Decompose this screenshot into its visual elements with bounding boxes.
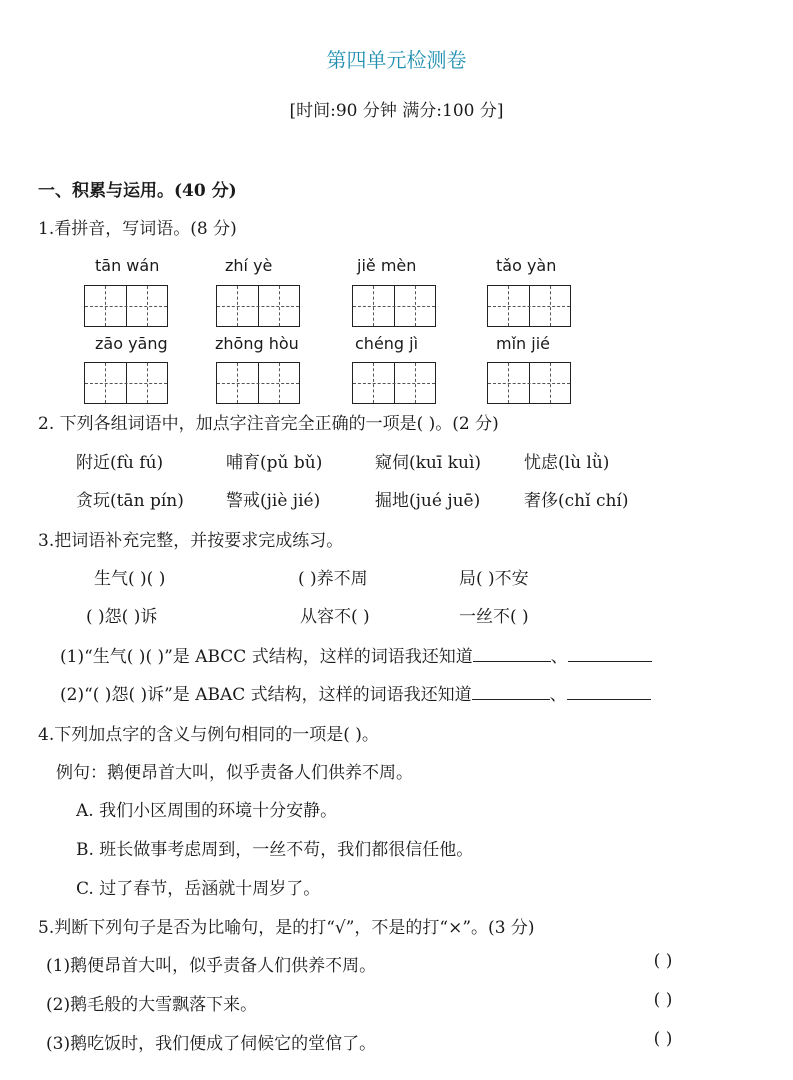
- pinyin-label: tān wán: [95, 256, 160, 275]
- pinyin-label: mǐn jié: [496, 334, 550, 353]
- q3-prompt: 3.把词语补充完整，并按要求完成练习。: [38, 531, 344, 551]
- section-heading: 一、积累与运用。(40 分): [38, 181, 237, 201]
- pinyin-label: zhōng hòu: [215, 334, 299, 353]
- q3-sub2-text: (2)“( )怨( )诉”是 ABAC 式结构，这样的词语我还知道: [60, 685, 472, 705]
- answer-parens[interactable]: ( ): [653, 1029, 673, 1049]
- answer-blank[interactable]: [472, 681, 550, 700]
- q2-option: 哺育(pǔ bǔ): [226, 453, 323, 473]
- q5-item: (3)鹅吃饭时，我们便成了伺候它的堂倌了。: [46, 1034, 377, 1054]
- answer-parens[interactable]: ( ): [653, 951, 673, 971]
- writing-grid[interactable]: [84, 285, 168, 327]
- q3-fill-phrase: ( )怨( )诉: [86, 607, 158, 627]
- q3-fill-phrase: 生气( )( ): [94, 569, 166, 589]
- q2-option: 窥伺(kuī kuì): [375, 453, 482, 473]
- q4-option-a: A. 我们小区周围的环境十分安静。: [76, 801, 338, 821]
- exam-meta: [时间:90 分钟 满分:100 分]: [289, 101, 504, 121]
- q2-prompt: 2. 下列各组词语中，加点字注音完全正确的一项是( )。(2 分): [38, 414, 499, 434]
- q2-option: 忧虑(lù lǜ): [524, 453, 610, 473]
- answer-blank[interactable]: [567, 681, 651, 700]
- q5-item: (2)鹅毛般的大雪飘落下来。: [46, 995, 258, 1015]
- q2-option: 警戒(jiè jié): [226, 491, 321, 511]
- q4-option-c: C. 过了春节，岳涵就十周岁了。: [76, 879, 321, 899]
- q4-prompt: 4.下列加点字的含义与例句相同的一项是( )。: [38, 725, 379, 745]
- q5-item: (1)鹅便昂首大叫，似乎责备人们供养不周。: [46, 956, 377, 976]
- page-title: 第四单元检测卷: [326, 48, 467, 72]
- pinyin-label: jiě mèn: [357, 256, 417, 275]
- separator: 、: [550, 647, 568, 667]
- q3-fill-phrase: 从容不( ): [300, 607, 370, 627]
- pinyin-label: tǎo yàn: [496, 256, 557, 275]
- pinyin-label: chéng jì: [355, 334, 419, 353]
- answer-blank[interactable]: [473, 643, 551, 662]
- separator: 、: [549, 685, 567, 705]
- writing-grid[interactable]: [216, 362, 300, 404]
- writing-grid[interactable]: [487, 285, 571, 327]
- writing-grid[interactable]: [352, 362, 436, 404]
- q2-option: 掘地(jué juē): [375, 491, 481, 511]
- q3-fill-phrase: 局( )不安: [459, 569, 529, 589]
- writing-grid[interactable]: [352, 285, 436, 327]
- pinyin-label: zāo yāng: [95, 334, 168, 353]
- writing-grid[interactable]: [84, 362, 168, 404]
- writing-grid[interactable]: [487, 362, 571, 404]
- q3-sub1: [60, 642, 652, 667]
- q3-fill-phrase: ( )养不周: [298, 569, 368, 589]
- writing-grid[interactable]: [216, 285, 300, 327]
- q3-sub1-text: (1)“生气( )( )”是 ABCC 式结构，这样的词语我还知道: [60, 647, 473, 667]
- q2-option: 附近(fù fú): [76, 453, 164, 473]
- q4-example: 例句：鹅便昂首大叫，似乎责备人们供养不周。: [56, 763, 413, 783]
- q3-sub2: [60, 680, 651, 705]
- q1-prompt: 1.看拼音，写词语。(8 分): [38, 219, 237, 239]
- q4-option-b: B. 班长做事考虑周到，一丝不苟，我们都很信任他。: [76, 840, 474, 860]
- q2-option: 奢侈(chǐ chí): [524, 491, 629, 511]
- answer-blank[interactable]: [568, 643, 652, 662]
- q3-fill-phrase: 一丝不( ): [459, 607, 529, 627]
- answer-parens[interactable]: ( ): [653, 990, 673, 1010]
- q2-option: 贪玩(tān pín): [76, 491, 184, 511]
- pinyin-label: zhí yè: [225, 256, 273, 275]
- q5-prompt: 5.判断下列句子是否为比喻句，是的打“√”，不是的打“×”。(3 分): [38, 918, 535, 938]
